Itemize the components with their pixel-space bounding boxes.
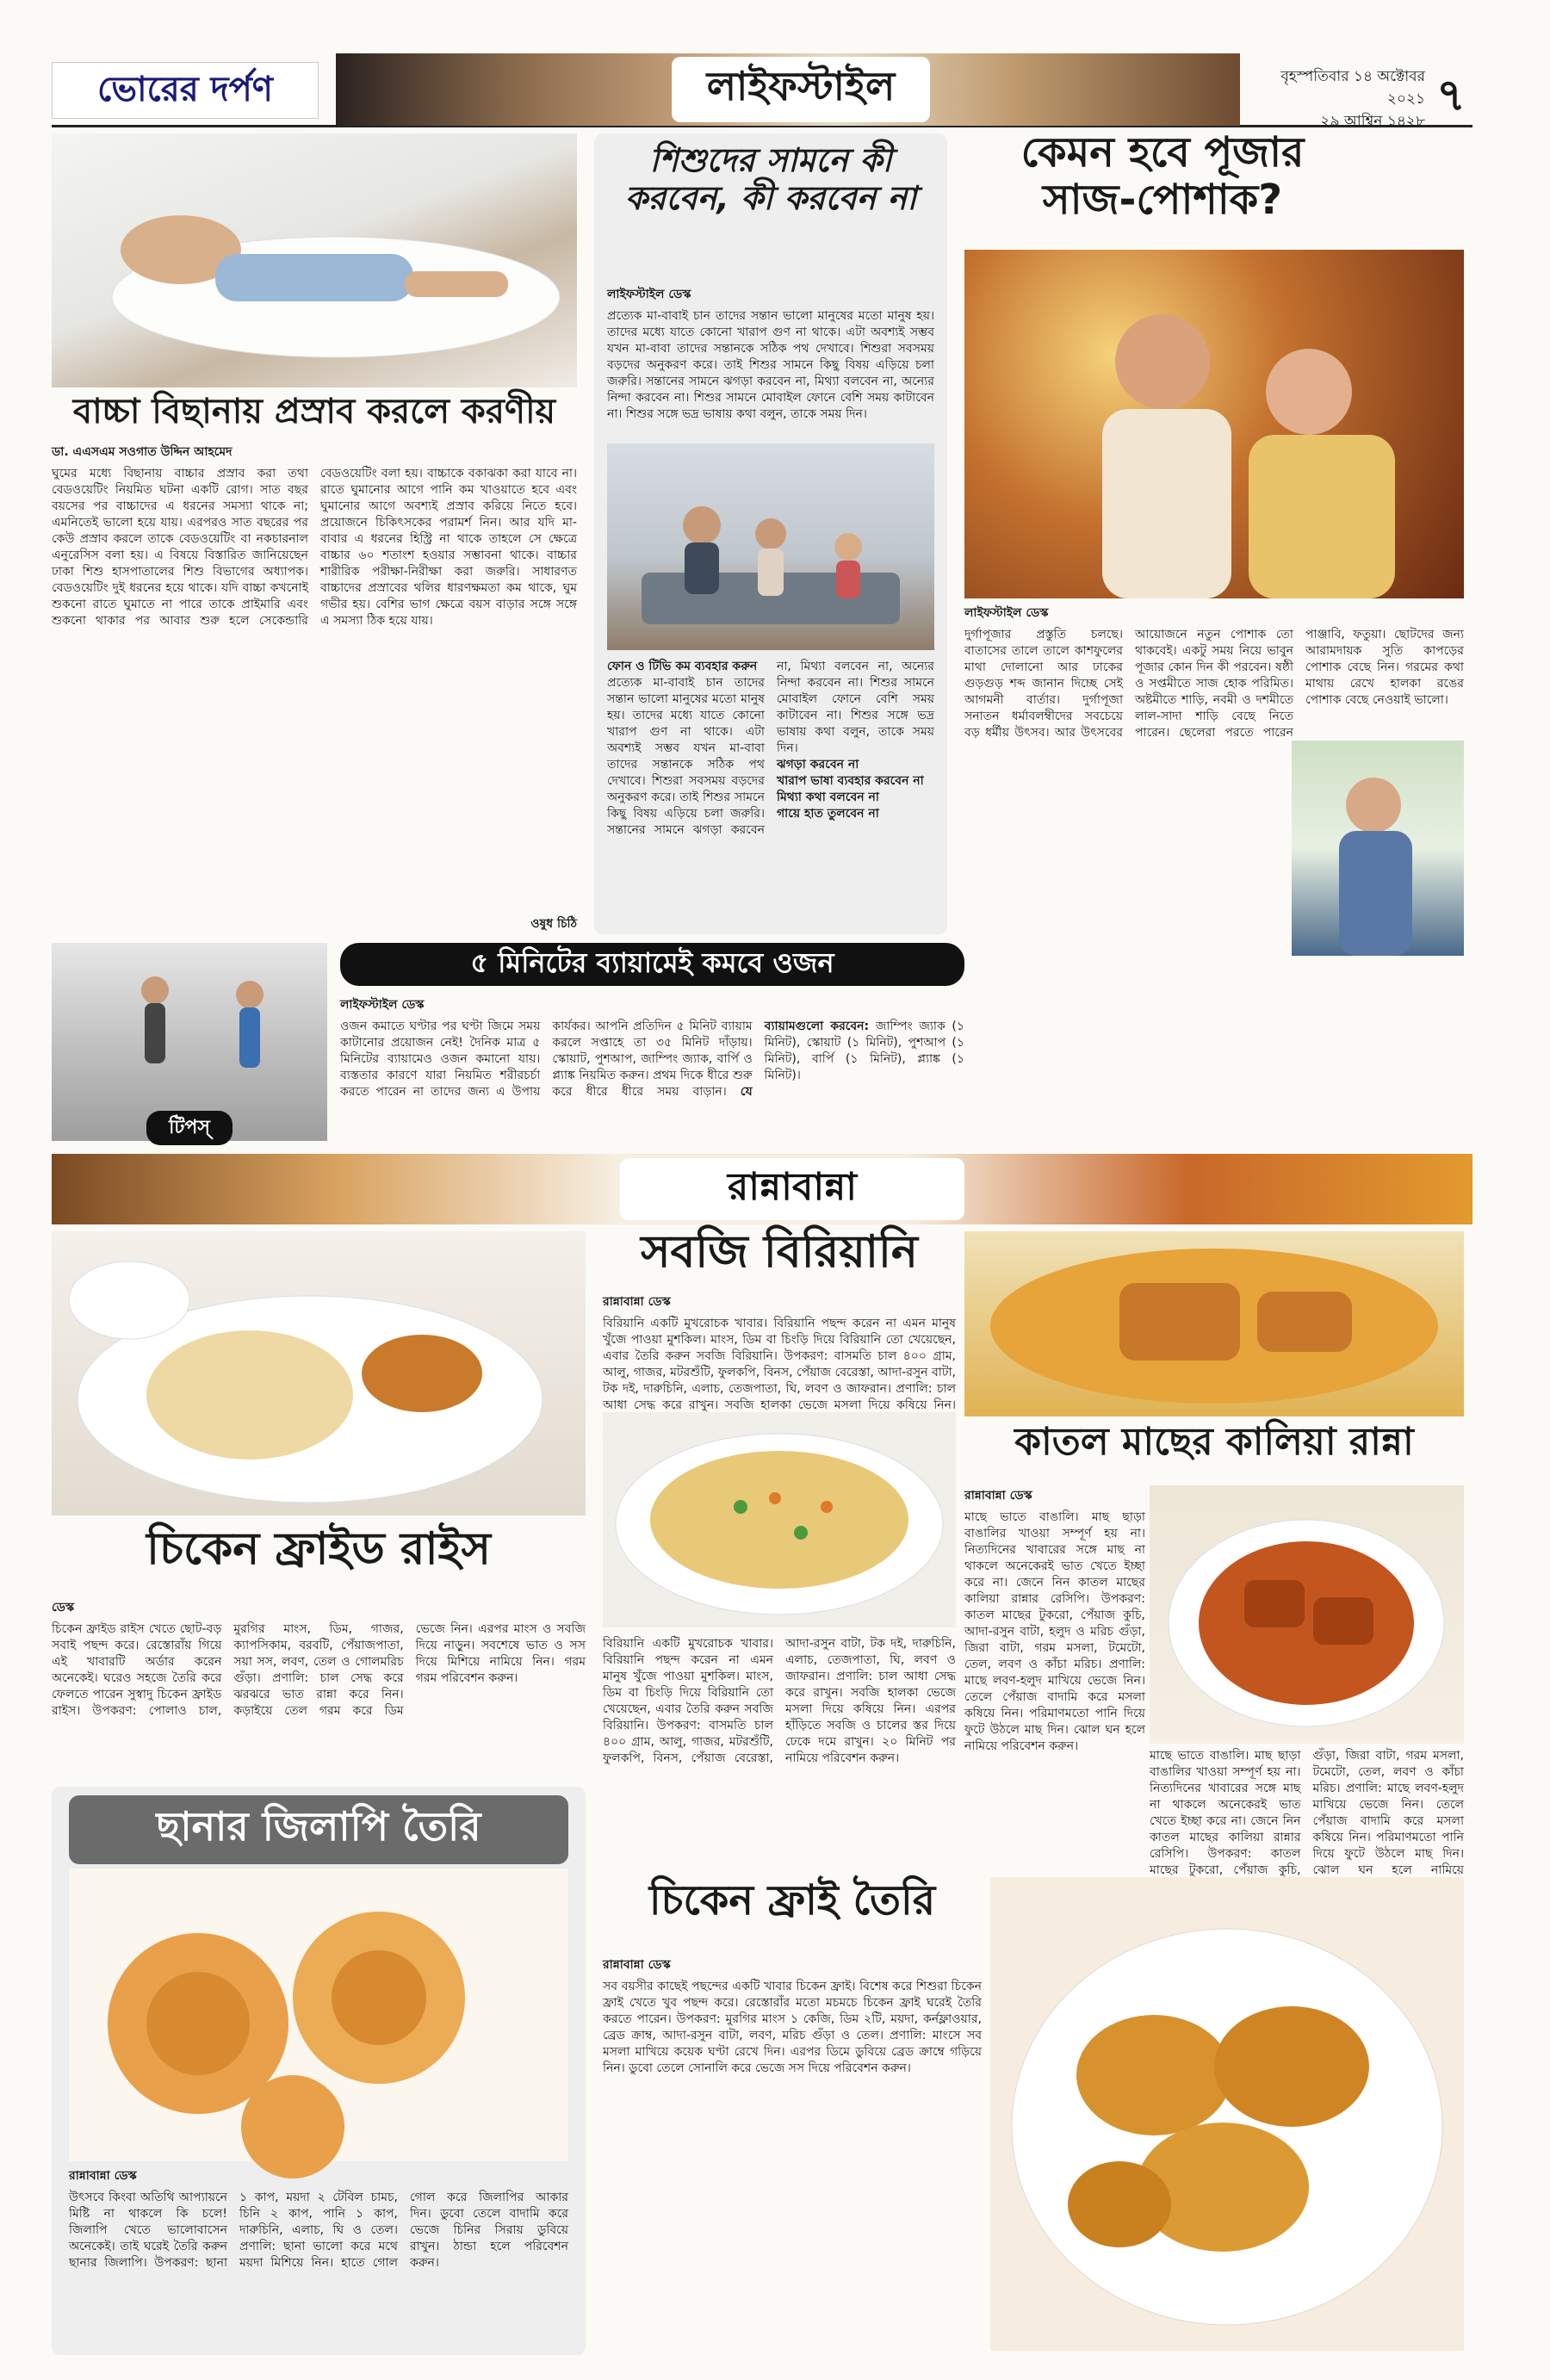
photo-katla-kalia (1150, 1485, 1464, 1744)
headline-exercise: ৫ মিনিটের ব্যায়ামেই কমবে ওজন (340, 943, 964, 986)
byline-puja: লাইফস্টাইল ডেস্ক (964, 606, 1049, 620)
byline-children: লাইফস্টাইল ডেস্ক (607, 288, 691, 301)
recipe-biryani-body-continued: বিরিয়ানি একটি মুখরোচক খাবার। বিরিয়ানি পছন্দ করেন না এমন মানুষ খুঁজে পাওয়া মুশকিল। মাংস, ডিম বা চিংড়ি দিয়ে বিরিয়ানি তো খেয়েছেন, এবার তৈরি করুন সবজি বিরিয়ানি। উপকরণ: বাসমতি চাল ৪০০ গ্রাম, আলু, গাজর, মটরশুঁটি, ফুলকপি, বিনস, পেঁয়াজ বেরেস্তা, আদা-রসুন বাটা, টক দই, দারুচিনি, এলাচ, তেজপাতা, ঘি, লবণ ও জাফরান। প্রণালি: চাল আধা সেদ্ধ করে রাখুন। সবজি হালকা ভেজে মসলা দিয়ে কষিয়ে নিন। এরপর হাঁড়িতে সবজি ও চালের স্তর দিয়ে ঢেকে দমে রাখুন। ২০ মিনিট পর নামিয়ে পরিবেশন করুন। (603, 1637, 956, 1765)
headline-bedwetting: বাচ্চা বিছানায় প্রস্রাব করলে করণীয় (72, 392, 556, 431)
headline-puja: কেমন হবে পূজার সাজ-পোশাক? (1020, 128, 1305, 225)
headline-jilapi: ছানার জিলাপি তৈরি (69, 1795, 568, 1864)
article-bedwetting-body-wrap (52, 442, 577, 933)
signoff-bedwetting: ওষুধ চিঠি (530, 917, 577, 931)
subhead-children-2: ঝগড়া করবেন না (777, 758, 859, 772)
recipe-biryani-bottom-wrap (603, 1636, 956, 1869)
fried-rice-illustration (52, 1231, 586, 1515)
puja-woman-illustration (1292, 741, 1464, 956)
recipe-jilapi-body: উৎসবে কিংবা অতিথি আপ্যায়নে মিষ্টি না থাকলে কি চলে! জিলাপি খেতে ভালোবাসেন অনেকেই। তাই ঘরেই তৈরি করুন ছানার জিলাপি। উপকরণ: ছানা ১ কাপ, ময়দা ২ টেবিল চামচ, চিনি ২ কাপ, পানি ১ কাপ, দারুচিনি, এলাচ, ঘি ও তেল। প্রণালি: ছানা ভালো করে মথে ময়দা মিশিয়ে নিন। হাতে গোল গোল করে জিলাপির আকার দিন। ডুবো তেলে বাদামি করে ভেজে চিনির সিরায় ডুবিয়ে রাখুন। ঠান্ডা হলে পরিবেশন করুন। (69, 2191, 568, 2270)
photo-puja-couple (964, 250, 1464, 598)
photo-jilapi (69, 1869, 568, 2161)
jilapi-illustration (69, 1869, 568, 2161)
recipe-katla-bottom-wrap (1150, 1748, 1464, 1877)
byline-fried-rice: ডেস্ক (52, 1601, 75, 1615)
family-illustration (607, 443, 934, 650)
subhead-children-5: গায়ে হাত তুলবেন না (777, 807, 879, 821)
photo-fried-rice (52, 1231, 586, 1515)
subhead-children-1: ফোন ও টিভি কম ব্যবহার করুন (607, 660, 758, 673)
cooking-section-title: রান্নাবান্না (620, 1158, 964, 1220)
veg-biryani-illustration (603, 1412, 956, 1627)
headline-biryani: সবজি বিরিয়ানি (641, 1226, 918, 1278)
newspaper-logo: ভোরের দর্পণ (52, 62, 319, 119)
recipe-fried-rice-body: চিকেন ফ্রাইড রাইস খেতে ছোট-বড় সবাই পছন্দ করে। রেস্তোরাঁয় গিয়ে এই খাবারটি অর্ডার করেন অনেকেই। ঘরেও সহজে তৈরি করে ফেলতে পারেন সুস্বাদু চিকেন ফ্রাইড রাইস। উপকরণ: পোলাও চাল, মুরগির মাংস, ডিম, গাজর, ক্যাপসিকাম, বরবটি, পেঁয়াজপাতা, সয়া সস, লবণ, তেল ও গোলমরিচ গুঁড়া। প্রণালি: চাল সেদ্ধ করে ঝরঝরে ভাত রান্না করে নিন। কড়াইয়ে তেল গরম করে ডিম ভেজে নিন। এরপর মাংস ও সবজি দিয়ে নাড়ুন। সবশেষে ভাত ও সস দিয়ে মিশিয়ে নামিয়ে নিন। গরম গরম পরিবেশন করুন। (52, 1622, 586, 1718)
recipe-jilapi-wrap (69, 2166, 568, 2351)
recipe-chicken-fry-body: সব বয়সীর কাছেই পছন্দের একটি খাবার চিকেন ফ্রাই। বিশেষ করে শিশুরা চিকেন ফ্রাই খেতে খুব পছন্দ করে। রেস্তোরাঁর মতো মচমচে চিকেন ফ্রাই ঘরেই তৈরি করতে পারেন। উপকরণ: মুরগির মাংস ১ কেজি, ডিম ২টি, ময়দা, কর্নফ্লাওয়ার, ব্রেড ক্রাম্ব, আদা-রসুন বাটা, লবণ, মরিচ গুঁড়া ও তেল। প্রণালি: মাংসে সব মসলা মাখিয়ে কয়েক ঘণ্টা রেখে দিন। এরপর ডিমে ডুবিয়ে ব্রেড ক্রাম্বে গড়িয়ে নিন। ডুবো তেলে সোনালি করে ভেজে সস দিয়ে পরিবেশন করুন। (603, 1980, 982, 2075)
article-children-subheads (607, 659, 934, 839)
recipe-katla-left-wrap (964, 1485, 1145, 1869)
fish-curry-illustration (964, 1231, 1464, 1416)
article-puja-body: দুর্গাপূজার প্রস্তুতি চলছে। বাতাসের তালে তালে কাশফুলের মাথা দোলানো আর ঢাকের গুড়গুড় শব্দ জানান দিচ্ছে সেই আগমনী বার্তার। দুর্গাপূজা সনাতন ধর্মাবলম্বীদের সবচেয়ে বড় ধর্মীয় উৎসব। আর উৎসবের আয়োজনে নতুন পোশাক তো থাকবেই। একটু সময় নিয়ে ভাবুন পূজার কোন দিন কী পরবেন। ষষ্ঠী ও সপ্তমীতে সাজ হোক পরিমিত। অষ্টমীতে শাড়ি, নবমী ও দশমীতে লাল-সাদা শাড়ি বেছে নিতে পারেন। ছেলেরা পরতে পারেন পাঞ্জাবি, ফতুয়া। ছোটদের জন্য আরামদায়ক সুতি কাপড়ের পোশাক বেছে নিন। গরমের কথা মাথায় রেখে হালকা রঙের পোশাক বেছে নেওয়াই ভালো। (964, 628, 1464, 740)
sleeping-child-illustration (52, 133, 577, 387)
recipe-katla-body-continued: মাছে ভাতে বাঙালি। মাছ ছাড়া বাঙালির খাওয়া সম্পূর্ণ হয় না। নিত্যদিনের খাবারের সঙ্গে মাছ না থাকলে অনেকেরই ভাত খেতে ইচ্ছা করে না। জেনে নিন কাতল মাছের কালিয়া রান্নার রেসিপি। উপকরণ: কাতল মাছের টুকরো, পেঁয়াজ কুচি, গুঁড়া, জিরা বাটা, গরম মসলা, টমেটো, তেল, লবণ ও কাঁচা মরিচ। প্রণালি: মাছে লবণ-হলুদ মাখিয়ে ভেজে নিন। তেলে পেঁয়াজ বাদামি করে মসলা কষিয়ে নিন। পরিমাণমতো পানি দিয়ে ফুটে উঠলে মাছ দিন। ঝোল ঘন হলে নামিয়ে (1150, 1749, 1464, 1877)
exercise-list: জাম্পিং জ্যাক (১ মিনিট), স্কোয়াট (১ মিনিট), পুশআপ (১ মিনিট), বার্পি (১ মিনিট), প্ল্যাঙ্ক (১ মিনিট)। (764, 1020, 964, 1082)
headline-children: শিশুদের সামনে কী করবেন, কী করবেন না (624, 141, 917, 217)
headline-fried-rice: চিকেন ফ্রাইড রাইস (146, 1523, 491, 1575)
byline-exercise: লাইফস্টাইল ডেস্ক (340, 998, 425, 1012)
photo-fish-curry (964, 1231, 1464, 1416)
chicken-fry-illustration (990, 1877, 1464, 2351)
article-exercise-body-wrap (340, 995, 964, 1145)
photo-family-argument (607, 443, 934, 650)
date-line (1253, 65, 1425, 133)
headline-katla: কাতল মাছের কালিয়া রান্না (1014, 1420, 1414, 1464)
photo-sleeping-child (52, 133, 577, 387)
exercise-subhead: যে ব্যায়ামগুলো করবেন: (740, 1020, 870, 1099)
byline-bedwetting: ডা. এএসএম সওগাত উদ্দিন আহমেদ (52, 445, 232, 459)
byline-jilapi: রান্নাবান্না ডেস্ক (69, 2169, 137, 2183)
photo-puja-woman (1292, 741, 1464, 956)
article-children-body: প্রত্যেক মা-বাবাই চান তাদের সন্তান ভালো মানুষের মতো মানুষ হয়। তাদের মধ্যে যাতে কোনো খারাপ গুণ না থাকে। এটা অবশ্যই সম্ভব যখন মা-বাবা তাদের সন্তানকে সঠিক পথ দেখাবে। শিশুরা সবসময় বড়দের অনুকরণ করে। তাই শিশুর সামনে কিছু বিষয় এড়িয়ে চলা জরুরি। সন্তানের সামনে ঝগড়া করবেন না, মিথ্যা বলবেন না, অন্যের নিন্দা করবেন না। শিশুর সামনে মোবাইল ফোনে বেশি সময় কাটাবেন না। শিশুর সঙ্গে ভদ্র ভাষায় কথা বলুন, তাকে সময় দিন। (607, 309, 934, 421)
subhead-children-4: মিথ্যা কথা বলবেন না (777, 790, 879, 804)
byline-chicken-fry: রান্নাবান্না ডেস্ক (603, 1958, 671, 1972)
section-title: লাইফস্টাইল (672, 57, 930, 122)
date-bengali: ২৯ আশ্বিন ১৪২৮ (1320, 113, 1425, 130)
article-children-top-wrap (607, 284, 934, 439)
page-number: ৭ (1436, 70, 1466, 121)
photo-chicken-fry (990, 1877, 1464, 2351)
recipe-chicken-fry-wrap (603, 1955, 982, 2355)
headline-chicken-fry: চিকেন ফ্রাই তৈরি (648, 1876, 936, 1924)
article-exercise-body (340, 1019, 964, 1100)
puja-couple-illustration (964, 250, 1464, 598)
byline-biryani: রান্নাবান্না ডেস্ক (603, 1295, 671, 1309)
recipe-fried-rice-wrap (52, 1597, 586, 1778)
date-gregorian: বৃহস্পতিবার ১৪ অক্টোবর ২০২১ (1280, 68, 1425, 108)
recipe-katla-body: মাছে ভাতে বাঙালি। মাছ ছাড়া বাঙালির খাওয়া সম্পূর্ণ হয় না। নিত্যদিনের খাবারের সঙ্গে মাছ না থাকলে অনেকেরই ভাত খেতে ইচ্ছা করে না। জেনে নিন কাতল মাছের কালিয়া রান্নার রেসিপি। উপকরণ: কাতল মাছের টুকরো, পেঁয়াজ কুচি, আদা-রসুন বাটা, হলুদ ও মরিচ গুঁড়া, জিরা বাটা, গরম মসলা, টমেটো, তেল, লবণ ও কাঁচা মরিচ। প্রণালি: মাছে লবণ-হলুদ মাখিয়ে ভেজে নিন। তেলে পেঁয়াজ বাদামি করে মসলা কষিয়ে নিন। পরিমাণমতো পানি দিয়ে ফুটে উঠলে মাছ দিন। ঝোল ঘন হলে নামিয়ে পরিবেশন করুন। (964, 1510, 1145, 1753)
tips-tag: টিপস্ (146, 1111, 232, 1145)
recipe-biryani-body: বিরিয়ানি একটি মুখরোচক খাবার। বিরিয়ানি পছন্দ করেন না এমন মানুষ খুঁজে পাওয়া মুশকিল। মাংস, ডিম বা চিংড়ি দিয়ে বিরিয়ানি তো খেয়েছেন, এবার তৈরি করুন সবজি বিরিয়ানি। উপকরণ: বাসমতি চাল ৪০০ গ্রাম, আলু, গাজর, মটরশুঁটি, ফুলকপি, বিনস, পেঁয়াজ বেরেস্তা, আদা-রসুন বাটা, টক দই, দারুচিনি, এলাচ, তেজপাতা, ঘি, লবণ ও জাফরান। প্রণালি: চাল আধা সেদ্ধ করে রাখুন। সবজি হালকা ভেজে মসলা দিয়ে কষিয়ে নিন। (603, 1317, 956, 1412)
exercise-body-text: ওজন কমাতে ঘণ্টার পর ঘণ্টা জিমে সময় কাটানোর প্রয়োজন নেই! দৈনিক মাত্র ৫ মিনিটের ব্যায়ামেও ওজন কমানো যায়। ব্যস্ততার কারণে যারা নিয়মিত শরীরচর্চা করতে পারেন না তাদের জন্য এ উপায় কার্যকর। আপনি প্রতিদিন ৫ মিনিট ব্যায়াম করলে সপ্তাহে তা ৩৫ মিনিট দাঁড়ায়। স্কোয়াট, পুশআপ, জাম্পিং জ্যাক, বার্পি ও প্ল্যাঙ্ক নিয়মিত করুন। প্রথম দিকে ধীরে শুরু করে ধীরে ধীরে সময় বাড়ান। (340, 1020, 753, 1099)
article-children-bottom-wrap (607, 659, 934, 930)
masthead (52, 53, 1472, 130)
photo-veg-biryani (603, 1412, 956, 1627)
article-children-body-continued: প্রত্যেক মা-বাবাই চান তাদের সন্তান ভালো মানুষের মতো মানুষ হয়। তাদের মধ্যে যাতে কোনো খারাপ গুণ না থাকে। এটা অবশ্যই সম্ভব যখন মা-বাবা তাদের সন্তানকে সঠিক পথ দেখাবে। শিশুরা সবসময় বড়দের অনুকরণ করে। তাই শিশুর সামনে কিছু বিষয় এড়িয়ে চলা জরুরি। সন্তানের সামনে ঝগড়া করবেন না, মিথ্যা বলবেন না, অন্যের নিন্দা করবেন না। শিশুর সামনে মোবাইল ফোনে বেশি সময় কাটাবেন না। শিশুর সঙ্গে ভদ্র ভাষায় কথা বলুন, তাকে সময় দিন। (607, 660, 934, 837)
katla-kalia-illustration (1150, 1485, 1464, 1744)
recipe-biryani-top-wrap (603, 1292, 956, 1412)
byline-katla: রান্নাবান্না ডেস্ক (964, 1489, 1032, 1503)
article-bedwetting-body: ঘুমের মধ্যে বিছানায় বাচ্চার প্রস্রাব করা তথা বেডওয়েটিং নিয়মিত ঘটনা একটি রোগ। সাত বছর বয়সের পর বাচ্চাদের এ ধরনের সমস্যা থাকে না; এমনিতেই ভালো হয়ে যায়। এরপরও সাত বছরের পর কেউ প্রস্রাব করলে তাকে বেডওয়েটিং বা নকচারনাল এনুরেসিস বলা হয়। এ বিষয়ে বিস্তারিত জানিয়েছেন ঢাকা শিশু হাসপাতালের শিশু বিভাগের অধ্যাপক। বেডওয়েটিং দুই ধরনের হয়ে থাকে। যদি বাচ্চা কখনোই শুকনো রাতে ঘুমাতে না পারে তাকে প্রাইমারি এবং শুকনো থাকার পর আবার শুরু হলে সেকেন্ডারি বেডওয়েটিং বলা হয়। বাচ্চাকে বকাঝকা করা যাবে না। রাতে ঘুমানোর আগে পানি কম খাওয়াতে হবে এবং ঘুমানোর আগে অবশ্যই প্রস্রাব করিয়ে নিতে হবে। প্রয়োজনে চিকিৎসকের পরামর্শ নিন। আর যদি মা-বাবার এ ধরনের হিস্ট্রি না থাকে তাহলে সে ক্ষেত্রে বাচ্চার ৬০ শতাংশ হওয়ার সম্ভাবনা থাকে। বাচ্চার শারীরিক পরীক্ষা-নিরীক্ষা করা জরুরি। সাধারণত বাচ্চাদের প্রস্রাবের থলির ধারণক্ষমতা কম থাকে, ঘুম গভীর হয়। বেশির ভাগ ক্ষেত্রে বয়স বাড়ার সঙ্গে সঙ্গে এ সমস্যা ঠিক হয়ে যায়। (52, 467, 577, 628)
subhead-children-3: খারাপ ভাষা ব্যবহার করবেন না (777, 774, 924, 788)
